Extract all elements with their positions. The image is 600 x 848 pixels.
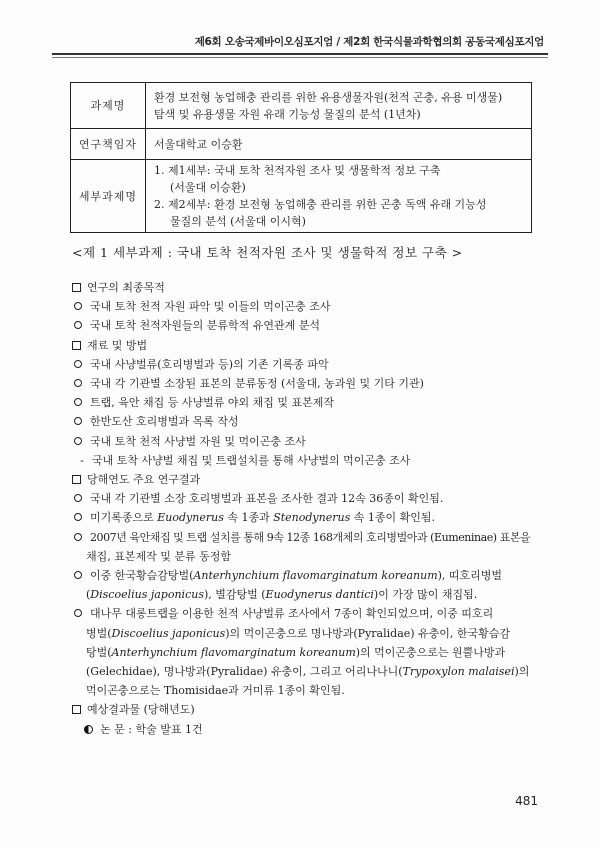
checkbox-square-icon (72, 341, 81, 350)
section-heading: 연구의 최종목적 (72, 278, 538, 297)
list-item: 트랩, 육안 채집 등 사냥벌류 야외 채집 및 표본제작 (72, 393, 538, 412)
table-row-lead-researcher (71, 129, 532, 160)
label-subprojects: 세부과제명 (71, 160, 146, 233)
circle-bullet-icon (74, 513, 82, 521)
page-number: 481 (515, 794, 538, 808)
header-rule (52, 53, 548, 55)
list-item: 국내 각 기관별 소장 호리병벌과 표본을 조사한 결과 12속 36종이 확인됨. (72, 489, 538, 508)
section-heading: 재료 및 방법 (72, 336, 538, 355)
project-info-table (70, 82, 532, 233)
subproject-line: 1. 제1세부: 국내 토착 천적자원 조사 및 생물학적 정보 구축 (154, 164, 441, 177)
checkbox-square-icon (72, 283, 81, 292)
list-item-continuation: 병벌(Discoelius japonicus)의 먹이곤충으로 명나방과(Pyralidae) 유충이, 한국황슴감 (86, 626, 511, 640)
subproject-section-title: <제 1 세부과제 : 국내 토착 천적자원 조사 및 생물학적 정보 구축 > (72, 245, 463, 260)
checkbox-square-icon (72, 705, 81, 714)
value-subprojects (146, 160, 532, 233)
label-project-title: 과제명 (71, 83, 146, 129)
list-subitem: - 국내 토착 사냥벌 채집 및 트랩설치를 통해 사냥벌의 먹이곤충 조사 (72, 451, 538, 470)
header-rule-thin (52, 57, 548, 58)
circle-bullet-icon (74, 321, 82, 329)
subproject-line: (서울대 이승환) (170, 181, 246, 194)
value-lead-researcher: 서울대학교 이승환 (146, 129, 532, 160)
list-item-continuation: 먹이곤충으로는 Thomisidae과 거미류 1종이 확인됨. (86, 684, 345, 698)
circle-bullet-icon (74, 398, 82, 406)
list-item-continuation: 채집, 표본제작 및 분류 동정함 (86, 549, 231, 563)
list-item-continuation: 탕벌(Anterhynchium flavomarginatum koreanum)의 먹이곤충으로는 원뿔나방과 (86, 645, 506, 659)
subproject-line: 2. 제2세부: 환경 보전형 농업해충 관리를 위한 곤충 독액 유래 기능성 (154, 198, 487, 211)
section-heading: 당해연도 주요 연구결과 (72, 470, 538, 489)
list-item: 국내 토착 천적자원들의 분류학적 유연관계 분석 (72, 316, 538, 335)
circle-bullet-icon (74, 302, 82, 310)
checkbox-square-icon (72, 475, 81, 484)
circle-bullet-icon (74, 494, 82, 502)
project-title-line: 탐색 및 유용생물 자원 유래 기능성 물질의 분석 (1년차) (154, 107, 421, 121)
circle-bullet-icon (74, 417, 82, 425)
running-header: 제6회 오송국제바이오심포지엄 / 제2회 한국식물과학협의회 공동국제심포지엄 (194, 36, 544, 48)
list-item: 국내 토착 천적 사냥벌 자원 및 먹이곤충 조사 (72, 432, 538, 451)
circle-bullet-icon (74, 437, 82, 445)
list-item: 국내 토착 천적 자원 파악 및 이들의 먹이곤충 조사 (72, 297, 538, 316)
list-item-continuation: (Gelechidae), 명나방과(Pyralidae) 유충이, 그리고 어리나나니(Trypoxylon malaisei)의 (86, 665, 530, 679)
circle-bullet-icon (74, 533, 82, 541)
value-project-title (146, 83, 532, 129)
circle-bullet-icon (74, 360, 82, 368)
list-item-continuation: (Discoelius japonicus), 별감탕벌 (Euodynerus dantici)이 가장 많이 채집됨. (86, 588, 478, 602)
list-item: 논 문 : 학술 발표 1건 (72, 720, 538, 739)
list-item: 국내 사냥벌류(호리병벌과 등)의 기존 기록종 파악 (72, 355, 538, 374)
circle-bullet-icon (74, 609, 82, 617)
list-item: 한반도산 호리병벌과 목록 작성 (72, 412, 538, 431)
report-body (72, 278, 538, 739)
list-item: 대나무 대롱트랩을 이용한 천적 사냥벌류 조사에서 7종이 확인되었으며, 이중 띠호리 (72, 604, 538, 623)
section-heading: 예상결과물 (당해년도) (72, 700, 538, 719)
label-lead-researcher: 연구책임자 (71, 129, 146, 160)
table-row-subprojects (71, 160, 532, 233)
circle-bullet-icon (74, 571, 82, 579)
circle-bullet-icon (74, 379, 82, 387)
subproject-line: 물질의 분석 (서울대 이시혁) (170, 215, 306, 228)
list-item: 2007년 육안채집 및 트랩 설치를 통해 9속 12종 168개체의 호리병벌아과 (Eumeninae) 표본을 (72, 528, 538, 547)
list-item: 미기록종으로 Euodynerus 속 1종과 Stenodynerus 속 1종이 확인됨. (72, 508, 538, 527)
project-title-line: 환경 보전형 농업해충 관리를 위한 유용생물자원(천적 곤충, 유용 미생물) (154, 90, 503, 104)
half-filled-circle-bullet-icon (84, 725, 93, 734)
list-item: 국내 각 기관별 소장된 표본의 분류동정 (서울대, 농과원 및 기타 기관) (72, 374, 538, 393)
list-item: 이중 한국황슴감탕벌(Anterhynchium flavomarginatum koreanum), 띠호리병벌 (72, 566, 538, 585)
table-row-project-title (71, 83, 532, 129)
dash-bullet-icon: - (80, 453, 84, 467)
